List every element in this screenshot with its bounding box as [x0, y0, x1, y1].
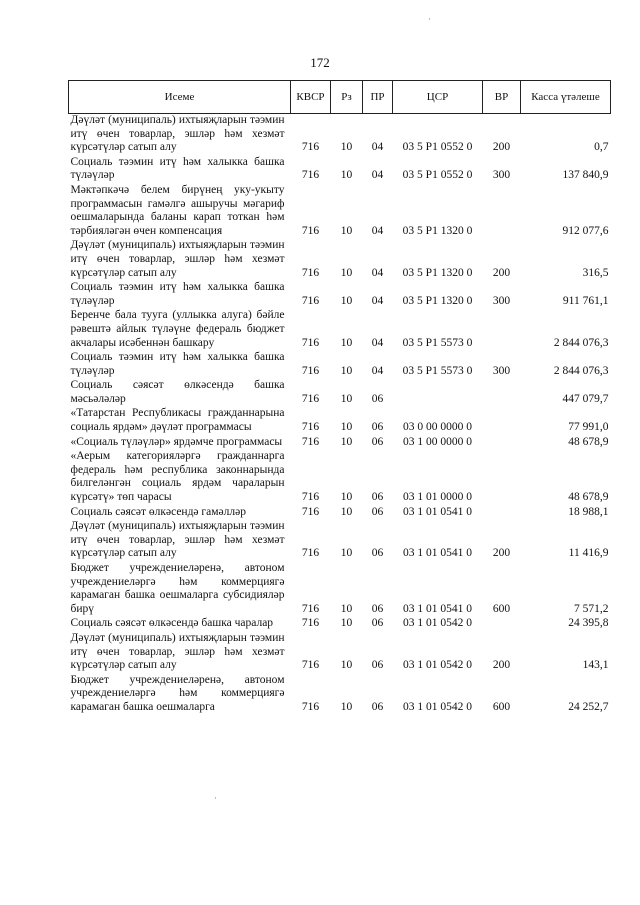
- row-pr: 06: [371, 435, 384, 448]
- row-vr: 600: [492, 602, 511, 615]
- row-csr: 03 5 P1 1320 0: [402, 224, 473, 237]
- row-pr: 06: [371, 421, 384, 434]
- row-rz: 10: [340, 294, 353, 307]
- row-csr: 03 5 P1 5573 0: [402, 364, 473, 377]
- row-kassa: 11 416,9: [568, 547, 609, 560]
- row-kassa: 912 077,6: [562, 224, 609, 237]
- row-kvsr: 716: [301, 336, 320, 349]
- row-name: Бюджет учреждениеләренә, автоном учреждениеләргә һәм коммерциягә карамаган башка оешмаларга субсидияләр бирү: [70, 562, 285, 615]
- table-row: [69, 450, 611, 505]
- row-pr: 06: [371, 505, 384, 518]
- row-csr: 03 1 00 0000 0: [403, 435, 472, 448]
- row-pr: 04: [371, 224, 384, 237]
- row-vr: 600: [492, 700, 511, 713]
- row-vr: [483, 407, 521, 435]
- header-pr: ПР: [363, 81, 393, 114]
- row-pr: 04: [371, 169, 384, 182]
- table-row: [69, 520, 611, 562]
- row-pr: 06: [371, 547, 384, 560]
- row-rz: 10: [340, 617, 353, 630]
- row-vr: 300: [492, 169, 511, 182]
- row-vr: [483, 450, 521, 505]
- row-rz: 10: [340, 392, 353, 405]
- row-name: Мәктәпкәчә белем бирүнең уку-укыту программасын гамәлгә ашыручы мәгариф оешмаларында баланы карап тоткан һәм тәрбияләгән өчен компенсация: [70, 183, 285, 237]
- row-kassa: 77 991,0: [568, 421, 609, 434]
- table-row: [69, 379, 611, 407]
- row-vr: [483, 617, 521, 632]
- row-kvsr: 716: [301, 169, 320, 182]
- row-name: Социаль сәясәт өлкәсендә башка мәсьәләләр: [70, 379, 285, 405]
- row-kassa: 447 079,7: [562, 392, 609, 405]
- row-name: Социаль сәясәт өлкәсендә башка чаралар: [70, 617, 274, 630]
- row-pr: 06: [371, 392, 384, 405]
- row-kassa: 911 761,1: [562, 294, 609, 307]
- row-name: Беренче бала туугa (уллыкка алуга) бәйле рәвештә айлык түләүне федераль бюджет акчалары исәбеннән башкару: [70, 309, 285, 349]
- row-kassa: 24 395,8: [568, 617, 609, 630]
- row-pr: 06: [371, 659, 384, 672]
- header-kvsr: КВСР: [291, 81, 331, 114]
- row-name: «Татарстан Республикасы гражданнарына социаль ярдәм» дәүләт программасы: [70, 407, 285, 434]
- row-csr: 03 5 P1 1320 0: [402, 294, 473, 307]
- table-row: [69, 506, 611, 521]
- table-row: [69, 632, 611, 674]
- table-row: [69, 239, 611, 281]
- scan-dot: ·: [428, 14, 431, 24]
- row-name: Социаль тәэмин итү һәм халыкка башка түләүләр: [70, 281, 285, 307]
- table-row: [69, 309, 611, 351]
- scan-dot: ·: [214, 793, 217, 803]
- row-kassa: 2 844 076,3: [553, 364, 609, 377]
- row-kvsr: 716: [301, 224, 320, 237]
- row-kassa: 24 252,7: [568, 700, 609, 713]
- row-kvsr: 716: [301, 547, 320, 560]
- row-pr: 06: [371, 617, 384, 630]
- table-row: [69, 436, 611, 451]
- table-row: [69, 281, 611, 309]
- budget-table: [68, 80, 611, 716]
- row-kassa: 48 678,9: [568, 491, 609, 504]
- row-name: «Аерым категорияләргә гражданнарга федераль һәм республика законнарында билгеләнгән социаль ярдәм чараларын күрсәтү» төп чарасы: [70, 450, 285, 504]
- row-vr: [483, 506, 521, 521]
- row-name: Социаль сәясәт өлкәсендә гамәлләр: [70, 505, 246, 518]
- row-kvsr: 716: [301, 602, 320, 615]
- row-kvsr: 716: [301, 364, 320, 377]
- row-csr: 03 1 01 0541 0: [403, 602, 472, 615]
- row-kvsr: 716: [301, 700, 320, 713]
- row-vr: 200: [492, 266, 511, 279]
- row-kvsr: 716: [301, 141, 320, 154]
- row-kassa: 7 571,2: [574, 602, 609, 615]
- row-rz: 10: [340, 141, 353, 154]
- row-kassa: 48 678,9: [568, 435, 609, 448]
- row-rz: 10: [340, 435, 353, 448]
- row-csr: 03 0 00 0000 0: [403, 421, 472, 434]
- table-header-row: [69, 81, 611, 114]
- row-kassa: 2 844 076,3: [553, 336, 609, 349]
- row-rz: 10: [340, 547, 353, 560]
- row-rz: 10: [340, 491, 353, 504]
- row-pr: 04: [371, 266, 384, 279]
- row-name: Дәүләт (муниципаль) ихтыяҗларын тәэмин итү өчен товарлар, эшләр һәм хезмәт күрсәтүләр сатып алу: [70, 520, 285, 560]
- row-rz: 10: [340, 266, 353, 279]
- row-vr: 300: [492, 364, 511, 377]
- row-csr: 03 1 01 0542 0: [403, 659, 472, 672]
- header-vr: ВР: [483, 81, 521, 114]
- table-row: [69, 156, 611, 184]
- row-kassa: 18 988,1: [568, 505, 609, 518]
- row-csr: 03 1 01 0541 0: [403, 547, 472, 560]
- row-csr: 03 5 P1 0552 0: [402, 169, 473, 182]
- row-name: Социаль тәэмин итү һәм халыкка башка түләүләр: [70, 351, 285, 377]
- table-row: [69, 351, 611, 379]
- row-rz: 10: [340, 224, 353, 237]
- table-row: [69, 114, 611, 156]
- row-csr: [393, 379, 483, 407]
- row-name: Дәүләт (муниципаль) ихтыяҗларын тәэмин итү өчен товарлар, эшләр һәм хезмәт күрсәтүләр сатып алу: [70, 114, 285, 154]
- row-csr: 03 1 01 0542 0: [403, 617, 472, 630]
- row-vr: [483, 184, 521, 239]
- row-kvsr: 716: [301, 491, 320, 504]
- row-name: «Социаль түләүләр» ярдәмче программасы: [70, 435, 283, 448]
- row-kassa: 143,1: [582, 659, 609, 672]
- row-vr: [483, 309, 521, 351]
- row-rz: 10: [340, 336, 353, 349]
- row-rz: 10: [340, 364, 353, 377]
- row-vr: 200: [492, 141, 511, 154]
- table-body: [69, 114, 611, 716]
- row-csr: 03 5 P1 1320 0: [402, 266, 473, 279]
- row-rz: 10: [340, 421, 353, 434]
- page-number: 172: [310, 55, 330, 70]
- row-kassa: 316,5: [582, 266, 609, 279]
- row-name: Дәүләт (муниципаль) ихтыяҗларын тәэмин итү өчен товарлар, эшләр һәм хезмәт күрсәтүләр сатып алу: [70, 239, 285, 279]
- table-row: [69, 562, 611, 617]
- row-rz: 10: [340, 700, 353, 713]
- header-kassa: Касса үтәлеше: [521, 81, 611, 114]
- row-csr: 03 1 01 0542 0: [403, 700, 472, 713]
- row-kvsr: 716: [301, 421, 320, 434]
- table-row: [69, 184, 611, 239]
- row-vr: 300: [492, 294, 511, 307]
- row-pr: 04: [371, 364, 384, 377]
- row-kvsr: 716: [301, 392, 320, 405]
- row-kvsr: 716: [301, 435, 320, 448]
- row-rz: 10: [340, 659, 353, 672]
- row-rz: 10: [340, 505, 353, 518]
- row-kassa: 137 840,9: [562, 169, 609, 182]
- row-csr: 03 1 01 0541 0: [403, 505, 472, 518]
- row-name: Социаль тәэмин итү һәм халыкка башка түләүләр: [70, 155, 285, 182]
- row-vr: 200: [492, 547, 511, 560]
- row-pr: 04: [371, 141, 384, 154]
- table-row: [69, 674, 611, 716]
- row-rz: 10: [340, 602, 353, 615]
- header-csr: ЦСР: [393, 81, 483, 114]
- row-kvsr: 716: [301, 617, 320, 630]
- row-kvsr: 716: [301, 294, 320, 307]
- row-kvsr: 716: [301, 659, 320, 672]
- row-pr: 06: [371, 491, 384, 504]
- row-kassa: 0,7: [594, 141, 609, 154]
- row-pr: 04: [371, 294, 384, 307]
- header-name: Исеме: [69, 81, 291, 114]
- row-csr: 03 5 P1 5573 0: [402, 336, 473, 349]
- row-csr: 03 1 01 0000 0: [403, 491, 472, 504]
- row-pr: 04: [371, 336, 384, 349]
- table-row: [69, 617, 611, 632]
- row-pr: 06: [371, 700, 384, 713]
- budget-table-container: [68, 80, 610, 716]
- row-kvsr: 716: [301, 505, 320, 518]
- row-rz: 10: [340, 169, 353, 182]
- row-name: Дәүләт (муниципаль) ихтыяҗларын тәэмин итү өчен товарлар, эшләр һәм хезмәт күрсәтүләр сатып алу: [70, 631, 285, 672]
- row-pr: 06: [371, 602, 384, 615]
- row-vr: 200: [492, 659, 511, 672]
- row-vr: [483, 436, 521, 451]
- row-csr: 03 5 P1 0552 0: [402, 141, 473, 154]
- row-name: Бюджет учреждениеләренә, автоном учреждениеләргә һәм коммерциягә карамаган башка оешмаларга: [70, 673, 285, 713]
- table-row: [69, 407, 611, 435]
- header-rz: Рз: [331, 81, 363, 114]
- row-vr: [483, 379, 521, 407]
- row-kvsr: 716: [301, 266, 320, 279]
